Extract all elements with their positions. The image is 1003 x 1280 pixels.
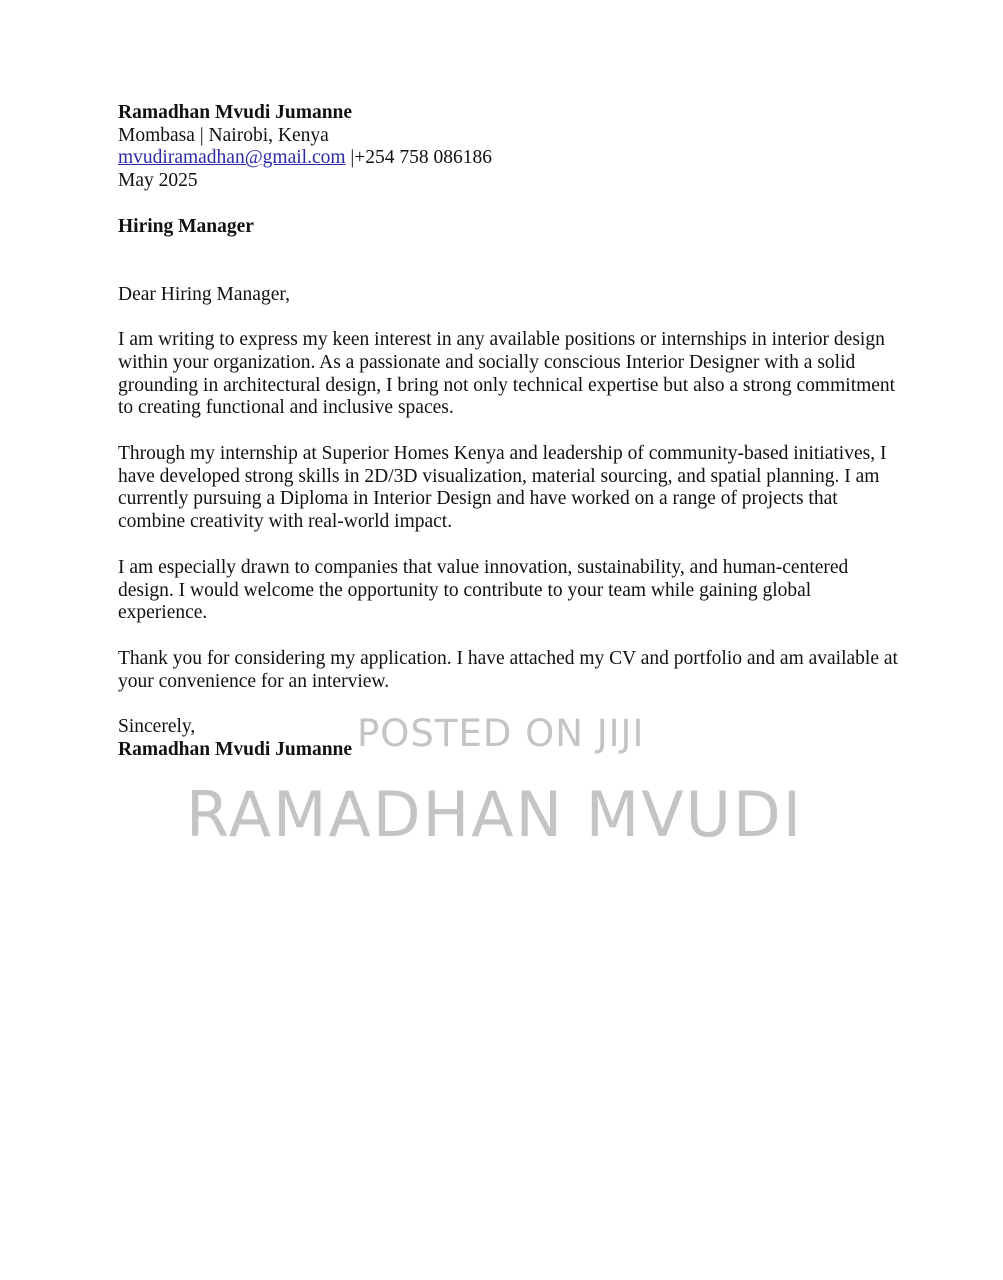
recipient-title: Hiring Manager (118, 215, 254, 237)
body-paragraph-1: I am writing to express my keen interest in any available positions or internships in interior design within your organization. As a passionate and socially conscious Interior Designer with a solid grounding in architectural design, I bring not only technical expertise but also a strong commitment to creating functional and inclusive spaces. (118, 329, 896, 419)
body-paragraph-2: Through my internship at Superior Homes Kenya and leadership of community-based initiatives, I have developed strong skills in 2D/3D visualization, material sourcing, and spatial planning. I am currently pursuing a Diploma in Interior Design and have worked on a range of projects that combine creativity with real-world impact. (118, 443, 887, 533)
sender-name: Ramadhan Mvudi Jumanne (118, 102, 353, 123)
phone-number: |+254 758 086186 (345, 147, 493, 169)
name-watermark: RAMADHAN MVUDI (186, 778, 804, 851)
sender-location: Mombasa | Nairobi, Kenya (118, 124, 329, 146)
body-paragraph-4: Thank you for considering my application. I have attached my CV and portfolio and am available at your convenience for an interview. (118, 647, 898, 692)
closing: Sincerely, (118, 716, 196, 738)
cover-letter (118, 102, 898, 762)
letter-date: May 2025 (118, 170, 198, 192)
email-link[interactable]: mvudiramadhan@gmail.com (118, 147, 346, 169)
posted-on-jiji-watermark: POSTED ON JIJI (357, 712, 645, 755)
body-paragraph-3: I am especially drawn to companies that value innovation, sustainability, and human-centered design. I would welcome the opportunity to contribute to your team while gaining global experience. (118, 556, 849, 624)
sender-contact (118, 147, 898, 170)
signature-name: Ramadhan Mvudi Jumanne (118, 739, 353, 761)
salutation: Dear Hiring Manager, (118, 283, 290, 305)
